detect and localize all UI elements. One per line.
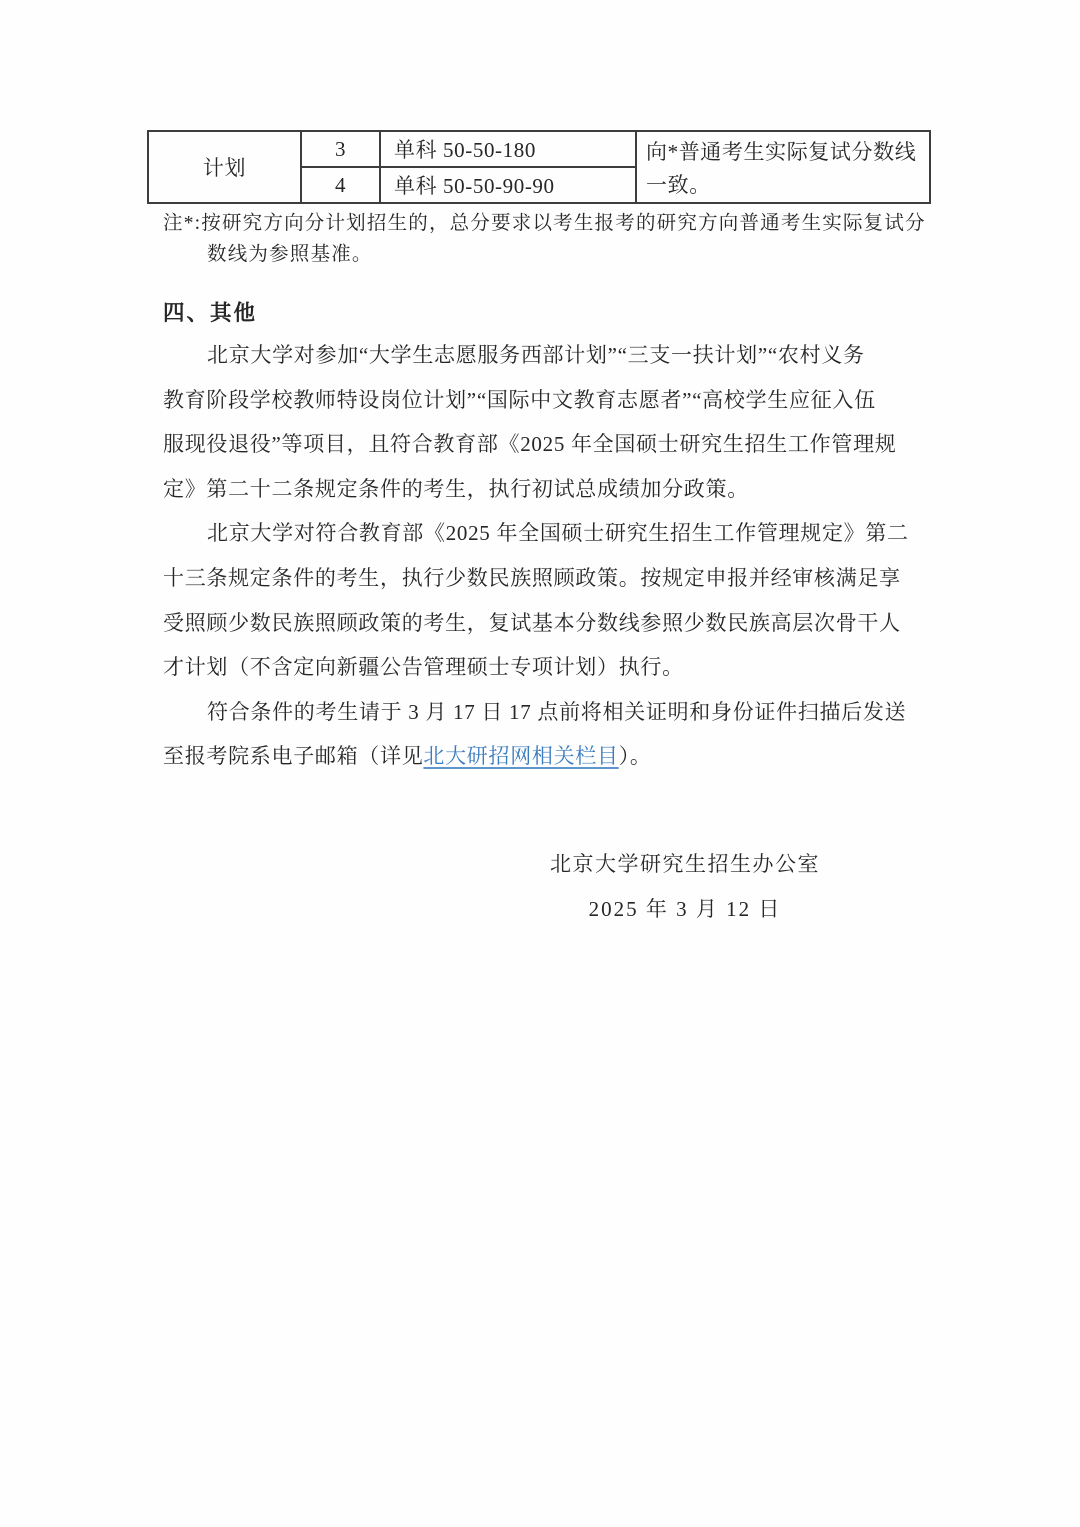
paragraph-line bbox=[163, 734, 933, 779]
paragraph-line: 才计划（不含定向新疆公告管理硕士专项计划）执行。 bbox=[163, 655, 684, 680]
table-cell-row2-number: 4 bbox=[301, 167, 380, 203]
paragraph-line: 教育阶段学校教师特设岗位计划”“国际中文教育志愿者”“高校学生应征入伍 bbox=[163, 387, 876, 412]
table-cell-plan-label: 计划 bbox=[148, 131, 301, 203]
table-cell-row1-number: 3 bbox=[301, 131, 380, 167]
table-cell-row2-score: 单科 50-50-90-90 bbox=[380, 167, 636, 203]
section-body bbox=[163, 333, 933, 779]
signature-organization: 北京大学研究生招生办公室 bbox=[550, 852, 820, 876]
paragraph-line: 北京大学对符合教育部《2025 年全国硕士研究生招生工作管理规定》第二 bbox=[207, 521, 909, 546]
paragraph-line: 定》第二十二条规定条件的考生，执行初试总成绩加分政策。 bbox=[163, 476, 749, 501]
paragraph-line: 十三条规定条件的考生，执行少数民族照顾政策。按规定申报并经审核满足享 bbox=[163, 565, 901, 590]
paragraph-line: 符合条件的考生请于 3 月 17 日 17 点前将相关证明和身份证件扫描后发送 bbox=[207, 699, 907, 724]
paragraph-line: 服现役退役”等项目，且符合教育部《2025 年全国硕士研究生招生工作管理规 bbox=[163, 432, 897, 457]
table-footnote bbox=[163, 208, 933, 270]
paragraph-text: ）。 bbox=[618, 744, 652, 769]
paragraph-line: 受照顾少数民族照顾政策的考生，复试基本分数线参照少数民族高层次骨干人 bbox=[163, 610, 901, 635]
signature-block bbox=[530, 848, 840, 925]
paragraph-text: 至报考院系电子邮箱（详见 bbox=[163, 744, 424, 769]
table-row bbox=[148, 131, 930, 167]
footnote-marker: 注*: bbox=[163, 213, 202, 234]
footnote-text: 按研究方向分计划招生的，总分要求以考生报考的研究方向普通考生实际复试分 bbox=[201, 213, 926, 234]
table-cell-remark: 向*普通考生实际复试分数线一致。 bbox=[636, 131, 930, 203]
footnote-line: 数线为参照基准。 bbox=[207, 244, 373, 265]
footnote-line bbox=[163, 208, 933, 239]
signature-date: 2025 年 3 月 12 日 bbox=[588, 897, 782, 921]
pku-admissions-site-link[interactable]: 北大研招网相关栏目 bbox=[423, 744, 619, 769]
score-line-table bbox=[147, 130, 931, 204]
table-cell-row1-score: 单科 50-50-180 bbox=[380, 131, 636, 167]
section-heading-other: 四、其他 bbox=[163, 301, 258, 325]
paragraph-line: 北京大学对参加“大学生志愿服务西部计划”“三支一扶计划”“农村义务 bbox=[207, 343, 865, 367]
